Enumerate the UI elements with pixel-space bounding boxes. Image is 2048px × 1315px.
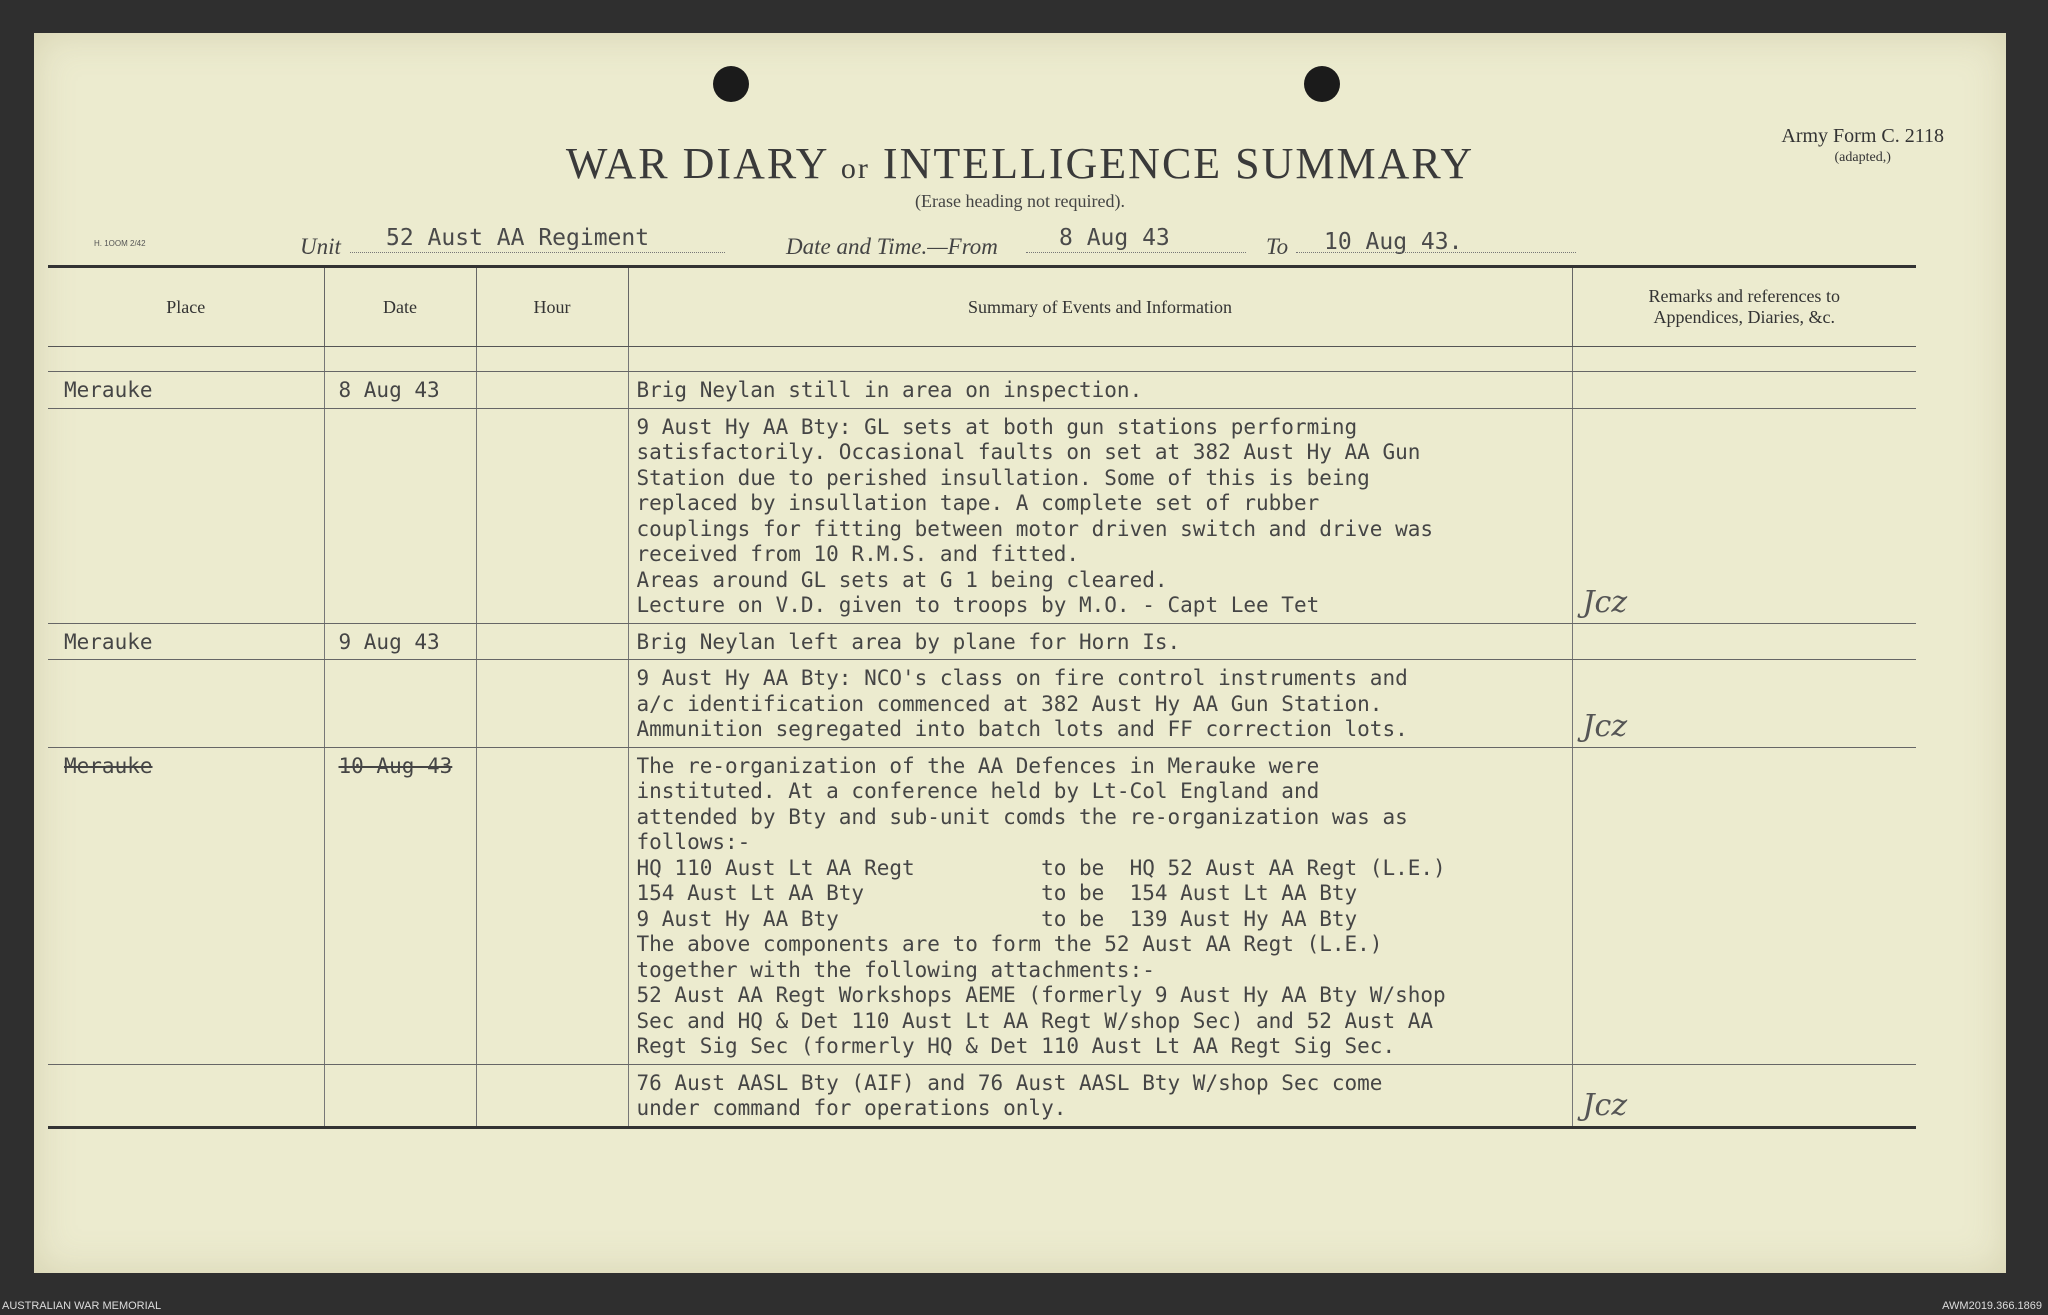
page-title: WAR DIARY or INTELLIGENCE SUMMARY	[565, 139, 1475, 188]
column-header-remarks: Remarks and references to Appendices, Diaries, &c.	[1572, 267, 1916, 347]
unit-underline	[350, 252, 725, 253]
hour-cell	[476, 660, 628, 748]
column-header-hour: Hour	[476, 267, 628, 347]
hour-cell	[476, 408, 628, 623]
hour-cell	[476, 747, 628, 1064]
place-cell	[48, 660, 324, 748]
date-from-value: 8 Aug 43	[1059, 225, 1170, 251]
hour-cell	[476, 623, 628, 660]
summary-cell: 76 Aust AASL Bty (AIF) and 76 Aust AASL Bty W/shop Sec come under command for operations only.	[628, 1064, 1572, 1127]
summary-cell: 9 Aust Hy AA Bty: NCO's class on fire control instruments and a/c identification commenced at 382 Aust Hy AA Gun Station. Ammunition segregated into batch lots and FF correction lots.	[628, 660, 1572, 748]
place-cell: Merauke	[48, 623, 324, 660]
initials-signature: Jcz	[1582, 709, 1628, 744]
table-header-row	[48, 267, 1916, 347]
column-header-place: Place	[48, 267, 324, 347]
punch-hole-right	[1304, 66, 1340, 102]
remarks-cell	[1572, 1064, 1916, 1127]
place-cell	[48, 408, 324, 623]
remarks-cell	[1572, 660, 1916, 748]
archive-credit: AUSTRALIAN WAR MEMORIAL	[2, 1300, 162, 1312]
column-header-date: Date	[324, 267, 476, 347]
remarks-cell	[1572, 747, 1916, 1064]
unit-value: 52 Aust AA Regiment	[386, 225, 650, 251]
archive-reference: AWM2019.366.1869	[1942, 1300, 2042, 1312]
unit-label: Unit	[300, 234, 341, 259]
column-header-summary: Summary of Events and Information	[628, 267, 1572, 347]
date-range-label: Date and Time.—From	[786, 234, 998, 259]
spacer-row	[48, 347, 1916, 372]
table-row	[48, 623, 1916, 660]
summary-cell: Brig Neylan still in area on inspection.	[628, 372, 1572, 409]
summary-cell: 9 Aust Hy AA Bty: GL sets at both gun stations performing satisfactorily. Occasional faults on set at 382 Aust Hy AA Gun Station due to perished insullation. Some of this is being replaced by insullation tape. A complete set of rubber couplings for fitting between motor driven switch and drive was received from 10 R.M.S. and fitted. Areas around GL sets at G 1 being cleared. Lecture on V.D. given to troops by M.O. - Capt Lee Tet	[628, 408, 1572, 623]
date-cell	[324, 1064, 476, 1127]
form-code: H. 1OOM 2/42	[94, 239, 146, 248]
hour-cell	[476, 1064, 628, 1127]
table-row	[48, 372, 1916, 409]
page-subtitle: (Erase heading not required).	[915, 191, 1125, 211]
table-row	[48, 1064, 1916, 1127]
table-row	[48, 408, 1916, 623]
date-to-label: To	[1266, 234, 1289, 259]
hour-cell	[476, 372, 628, 409]
date-to-underline	[1296, 252, 1576, 253]
table-row	[48, 660, 1916, 748]
date-from-underline	[1026, 252, 1246, 253]
summary-cell: The re-organization of the AA Defences in Merauke were instituted. At a conference held by Lt-Col England and attended by Bty and sub-unit comds the re-organization was as follows:- HQ 110 Aust Lt AA Regt to be HQ 52 Aust AA Regt (L.E.) 154 Aust Lt AA Bty to be 154 Aust Lt AA Bty 9 Aust Hy AA Bty to be 139 Aust Hy AA Bty The above components are to form the 52 Aust AA Regt (L.E.) together with the following attachments:- 52 Aust AA Regt Workshops AEME (formerly 9 Aust Hy AA Bty W/shop Sec and HQ & Det 110 Aust Lt AA Regt W/shop Sec) and 52 Aust AA Regt Sig Sec (formerly HQ & Det 110 Aust Lt AA Regt Sig Sec.	[628, 747, 1572, 1064]
remarks-cell	[1572, 623, 1916, 660]
place-cell: Merauke	[48, 372, 324, 409]
place-cell: Merauke	[48, 747, 324, 1064]
remarks-cell	[1572, 372, 1916, 409]
date-cell: 10 Aug 43	[324, 747, 476, 1064]
remarks-cell	[1572, 408, 1916, 623]
date-to-value: 10 Aug 43.	[1324, 229, 1463, 255]
summary-cell: Brig Neylan left area by plane for Horn Is.	[628, 623, 1572, 660]
date-cell	[324, 408, 476, 623]
initials-signature: Jcz	[1582, 1088, 1628, 1123]
army-form-label: Army Form C. 2118 (adapted,)	[1781, 125, 1944, 165]
place-cell	[48, 1064, 324, 1127]
diary-table	[48, 265, 1916, 1129]
table-row	[48, 747, 1916, 1064]
date-cell	[324, 660, 476, 748]
date-cell: 9 Aug 43	[324, 623, 476, 660]
punch-hole-left	[713, 66, 749, 102]
initials-signature: Jcz	[1582, 585, 1628, 620]
date-cell: 8 Aug 43	[324, 372, 476, 409]
